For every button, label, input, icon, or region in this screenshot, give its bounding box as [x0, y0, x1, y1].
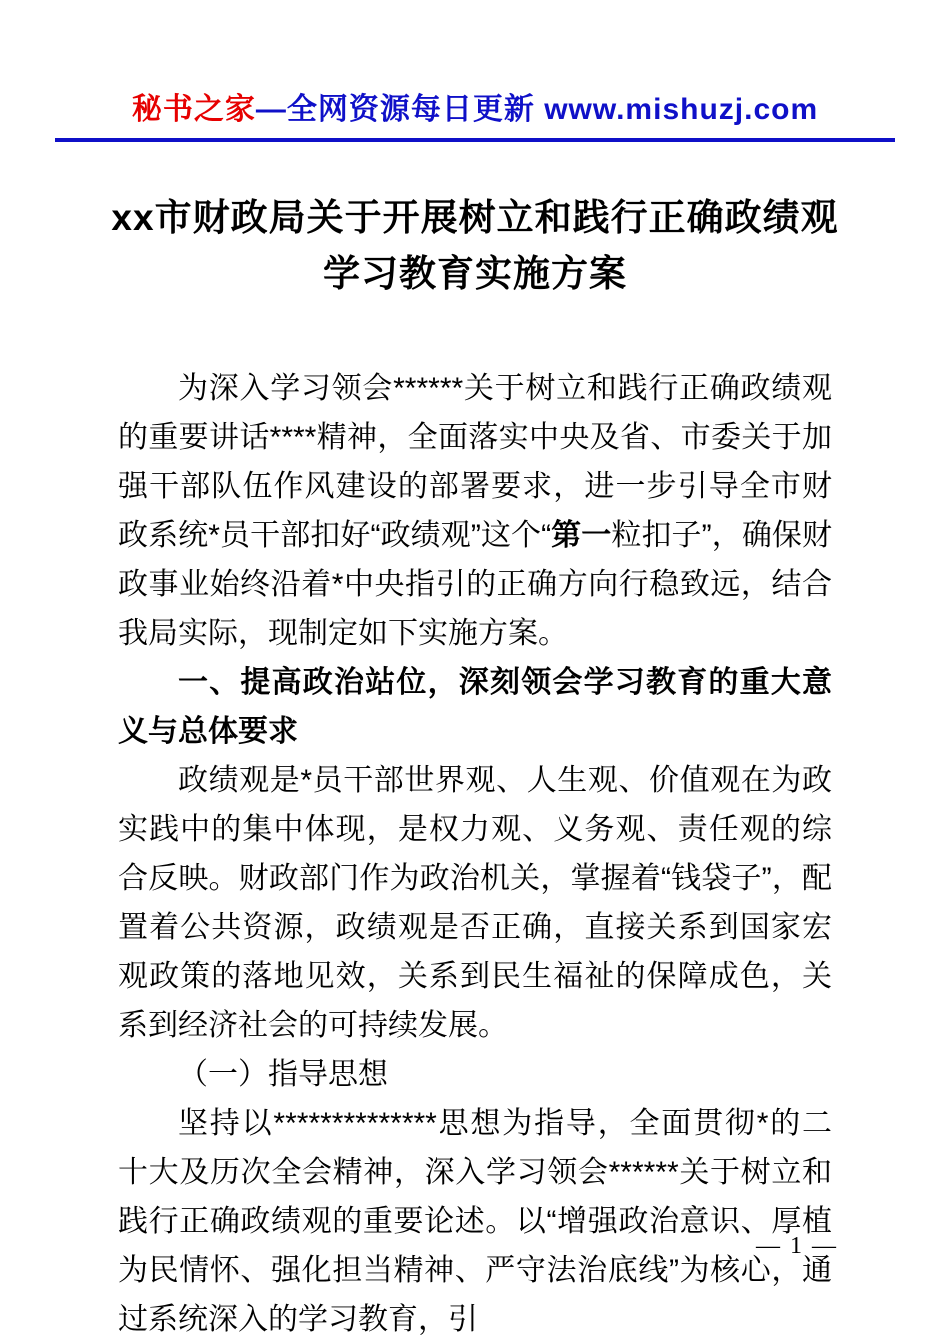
document-title-line2: 学习教育实施方案 — [323, 253, 627, 294]
document-title-line1: xx市财政局关于开展树立和践行正确政绩观 — [111, 197, 839, 238]
page-number: — 1 — — [756, 1233, 838, 1259]
document-title — [110, 190, 840, 302]
banner-url: www.mishuzj.com — [544, 93, 819, 126]
paragraph-intro-bold: 第一 — [551, 519, 612, 552]
section-heading-1: 一、提高政治站位，深刻领会学习教育的重大意义与总体要求 — [118, 666, 832, 748]
paragraph-body-1: 政绩观是*员干部世界观、人生观、价值观在为政实践中的集中体现，是权力观、义务观、责任观的综合反映。财政部门作为政治机关，掌握着“钱袋子”，配置着公共资源，政绩观是否正确，直接关系到国家宏观政策的落地见效，关系到民生福祉的保障成色，关系到经济社会的可持续发展。 — [118, 764, 832, 1042]
paragraph-intro-text-b: 粒扣子”，确保财政事业始终沿着*中央指引的正确方向行稳致远，结合我局实际，现制定如下实施方案。 — [118, 519, 832, 650]
site-brand: 秘书之家 — [131, 93, 256, 126]
banner-tagline: —全网资源每日更新 — [255, 93, 545, 126]
site-banner — [0, 0, 950, 128]
paragraph-body-2: 坚持以**************思想为指导，全面贯彻*的二十大及历次全会精神，深入学习领会******关于树立和践行正确政绩观的重要论述。以“增强政治意识、厚植为民情怀、强化担当精神、严守法治底线”为核心，通过系统深入的学习教育，引 — [118, 1107, 832, 1336]
document-body — [118, 364, 832, 1344]
banner-divider-line — [55, 138, 895, 142]
subsection-heading-1: （一）指导思想 — [178, 1058, 388, 1091]
paragraph-intro-text-a: 为深入学习领会******关于树立和践行正确政绩观的重要讲话****精神，全面落实中央及省、市委关于加强干部队伍作风建设的部署要求，进一步引导全市财政系统*员干部扣好“政绩观”这个“ — [118, 372, 832, 552]
paragraph-intro — [118, 364, 832, 658]
